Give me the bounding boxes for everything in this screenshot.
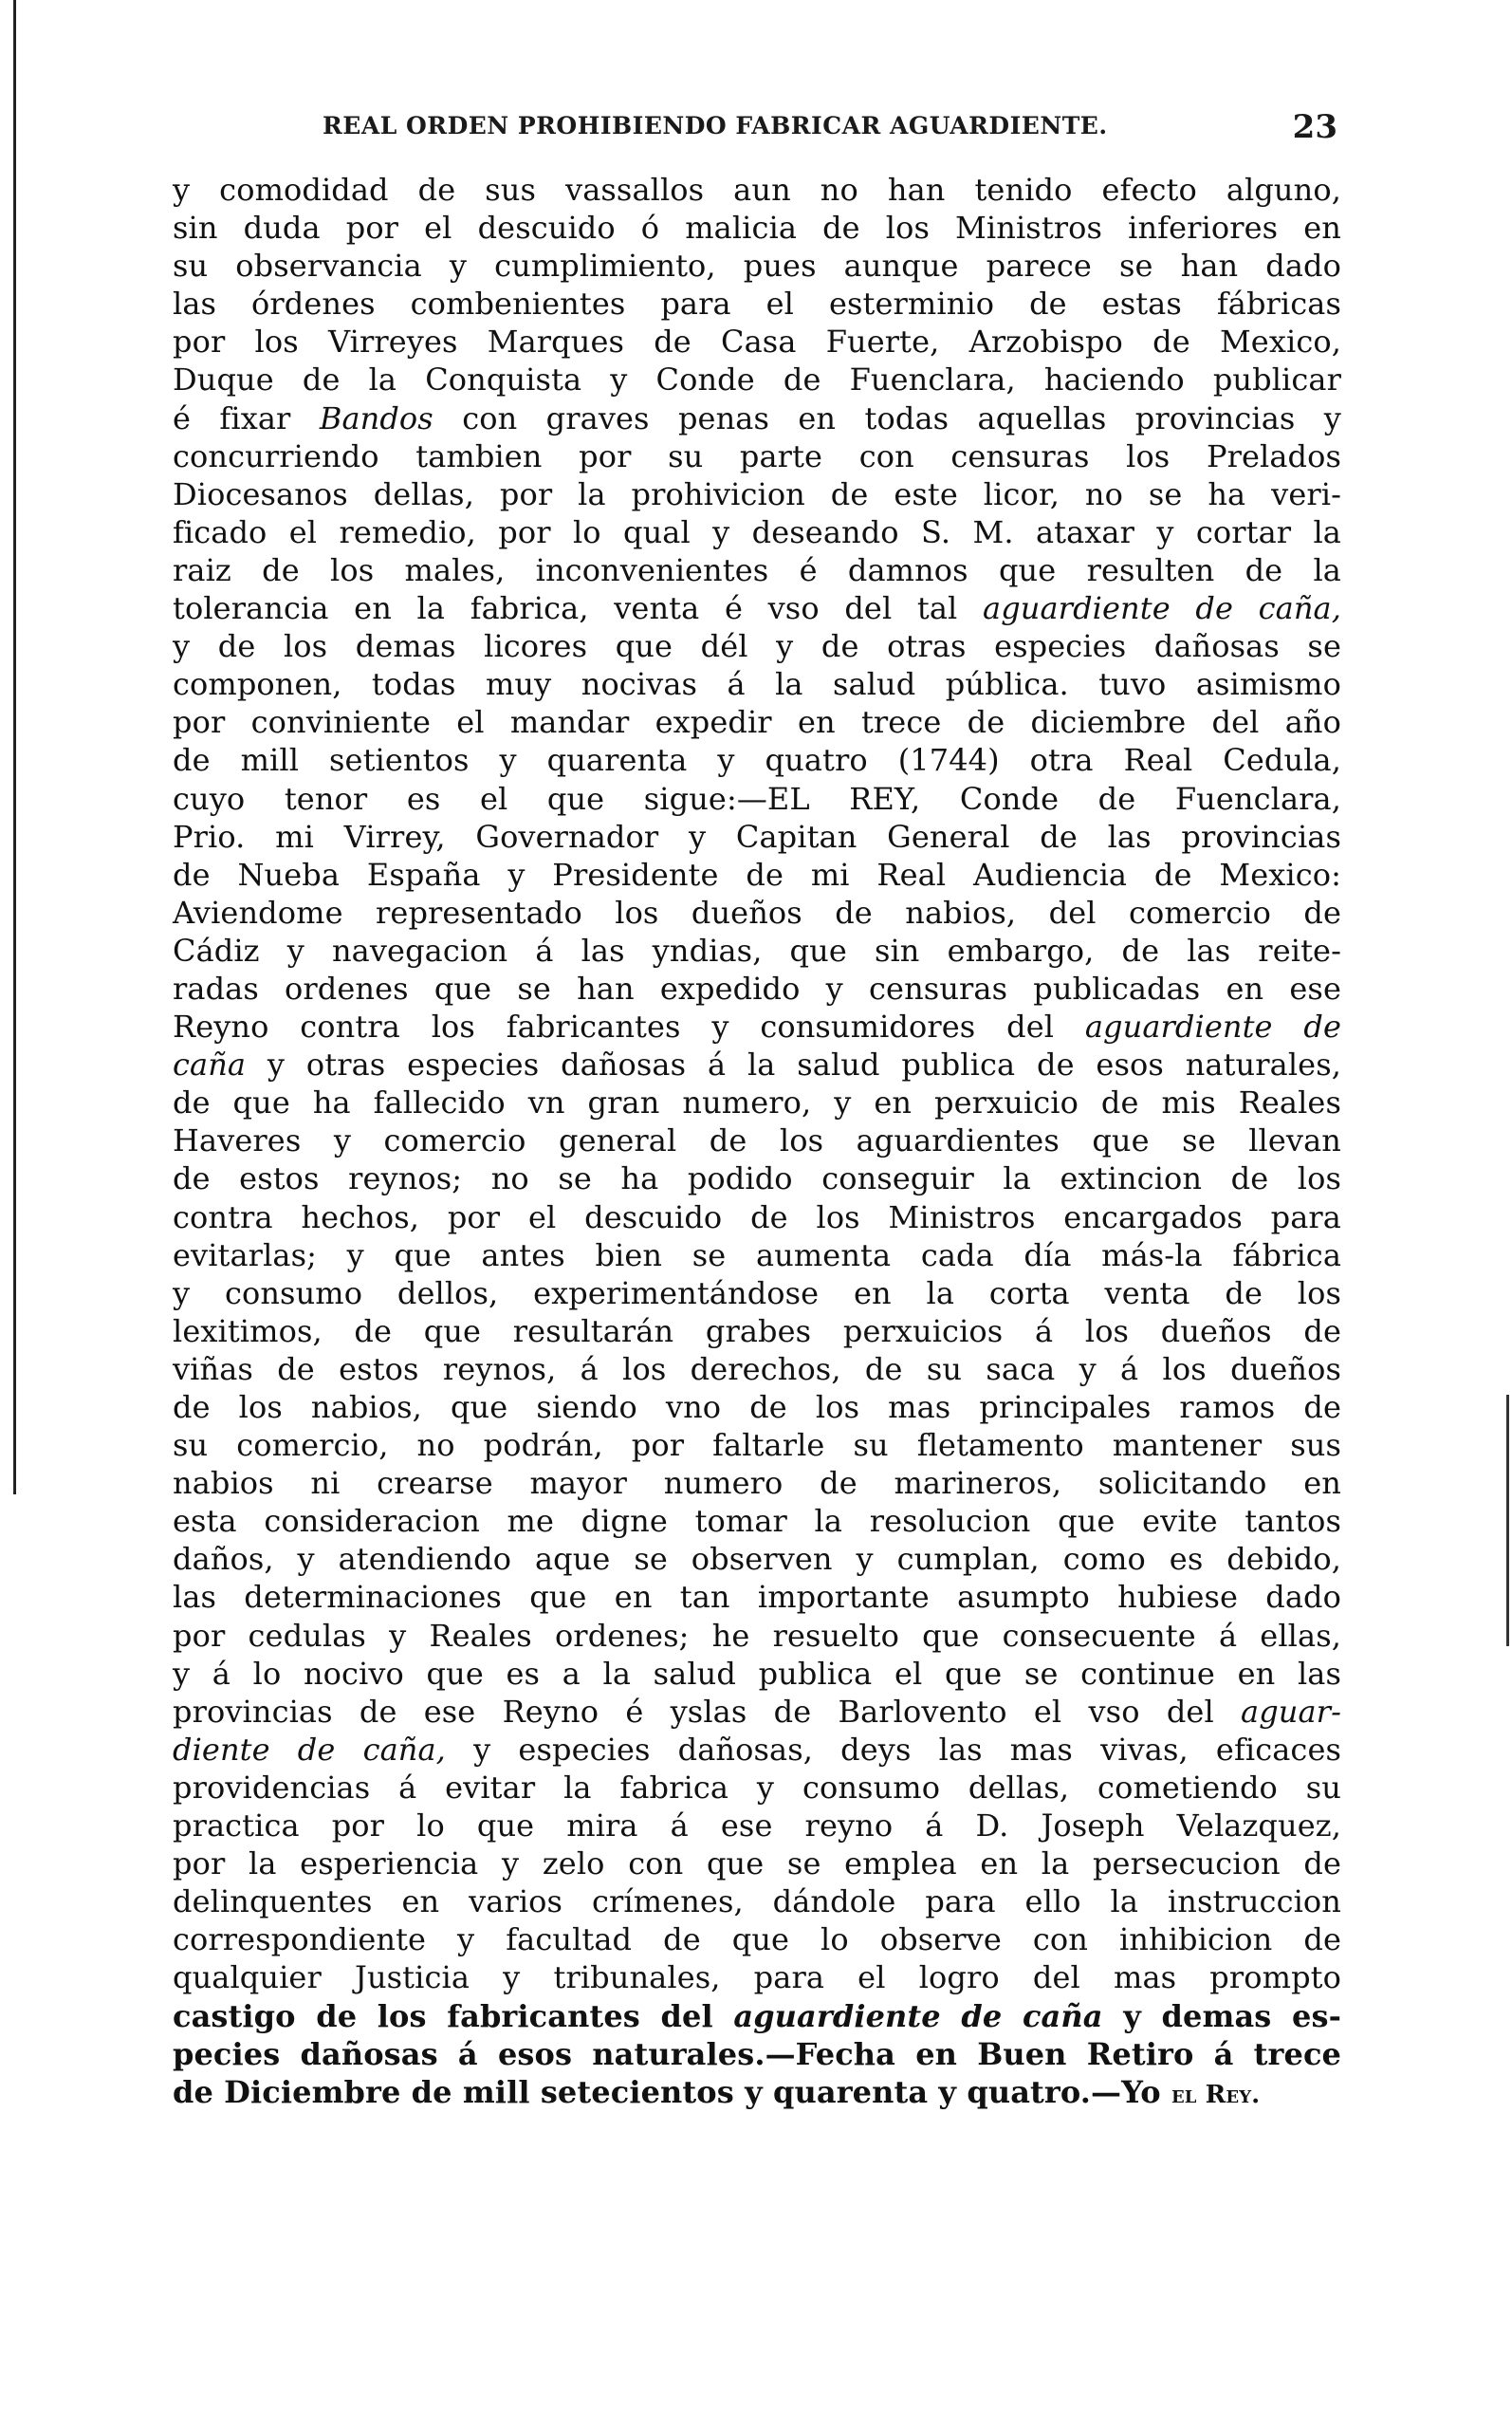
text-line: Cádiz y navegacion á las yndias, que sin embargo, de las reite-	[173, 932, 1341, 969]
italic-term: Bandos	[319, 399, 433, 436]
italic-term: aguardiente de	[1084, 1009, 1341, 1046]
text-line: de estos reynos; no se ha podido conseguir la extincion de los	[173, 1160, 1341, 1197]
running-header	[323, 108, 1337, 150]
text-line: por la esperiencia y zelo con que se emplea en la persecucion de	[173, 1845, 1341, 1882]
page-edge-rule	[13, 0, 16, 1494]
running-title: REAL ORDEN PROHIBIENDO FABRICAR AGUARDIENTE.	[323, 112, 1108, 139]
text-line: raiz de los males, inconvenientes é damnos que resulten de la	[173, 551, 1341, 588]
text-line: Diocesanos dellas, por la prohivicion de este licor, no se ha veri-	[173, 475, 1341, 512]
text-line: de Diciembre de mill setecientos y quarenta y quatro.—Yo el Rey.	[173, 2073, 1261, 2110]
text-line: cuyo tenor es el que sigue:—EL REY, Conde de Fuenclara,	[173, 780, 1341, 817]
text-line: y á lo nocivo que es a la salud publica el que se continue en las	[173, 1655, 1341, 1692]
text-line: de Nueba España y Presidente de mi Real Audiencia de Mexico:	[173, 856, 1341, 893]
text-line: nabios ni crearse mayor numero de marineros, solicitando en	[173, 1465, 1341, 1502]
text-line: sin duda por el descuido ó malicia de los Ministros inferiores en	[173, 210, 1341, 247]
text-line: de los nabios, que siendo vno de los mas principales ramos de	[173, 1389, 1341, 1425]
text-line: lexitimos, de que resultarán grabes perxuicios á los dueños de	[173, 1312, 1341, 1349]
text-line: radas ordenes que se han expedido y censuras publicadas en ese	[173, 970, 1341, 1007]
text-line: Reyno contra los fabricantes y consumidores del aguardiente de	[173, 1009, 1341, 1046]
text-line: de mill setientos y quarenta y quatro (1744) otra Real Cedula,	[173, 742, 1341, 779]
text-line: contra hechos, por el descuido de los Ministros encargados para	[173, 1198, 1341, 1235]
text-line: pecies dañosas á esos naturales.—Fecha en Buen Retiro á trece	[173, 2035, 1341, 2072]
text-line: evitarlas; y que antes bien se aumenta cada día más-la fábrica	[173, 1236, 1341, 1273]
text-line: las determinaciones que en tan importante asumpto hubiese dado	[173, 1579, 1341, 1616]
italic-term: caña	[173, 1047, 247, 1084]
text-line: Duque de la Conquista y Conde de Fuenclara, haciendo publicar	[173, 361, 1341, 398]
text-line: é fixar Bandos con graves penas en todas aquellas provincias y	[173, 399, 1341, 436]
italic-term: aguar-	[1241, 1693, 1341, 1730]
text-line: castigo de los fabricantes del aguardiente de caña y demas es-	[173, 1997, 1341, 2034]
text-line: Prio. mi Virrey, Governador y Capitan General de las provincias	[173, 818, 1341, 855]
italic-term: diente de caña,	[173, 1731, 446, 1768]
text-line: las órdenes combenientes para el esterminio de estas fábricas	[173, 286, 1341, 323]
text-line: delinquentes en varios crímenes, dándole para ello la instruccion	[173, 1883, 1341, 1920]
text-line: de que ha fallecido vn gran numero, y en perxuicio de mis Reales	[173, 1084, 1341, 1121]
text-line: viñas de estos reynos, á los derechos, de su saca y á los dueños	[173, 1350, 1341, 1387]
text-line: Haveres y comercio general de los aguardientes que se llevan	[173, 1122, 1341, 1159]
text-line: ficado el remedio, por lo qual y deseando S. M. ataxar y cortar la	[173, 513, 1341, 550]
italic-term: aguardiente de caña,	[983, 590, 1341, 627]
text-line: y comodidad de sus vassallos aun no han tenido efecto alguno,	[173, 172, 1341, 208]
text-line: providencias á evitar la fabrica y consumo dellas, cometiendo su	[173, 1769, 1341, 1806]
text-line: correspondiente y facultad de que lo observe con inhibicion de	[173, 1921, 1341, 1958]
page-number: 23	[1292, 108, 1337, 146]
text-line: esta consideracion me digne tomar la resolucion que evite tantos	[173, 1503, 1341, 1540]
text-line: caña y otras especies dañosas á la salud publica de esos naturales,	[173, 1047, 1341, 1084]
text-line: por cedulas y Reales ordenes; he resuelto que consecuente á ellas,	[173, 1617, 1341, 1654]
page-edge-mark	[1506, 1395, 1509, 1646]
text-line: componen, todas muy nocivas á la salud pública. tuvo asimismo	[173, 666, 1341, 703]
text-line: tolerancia en la fabrica, venta é vso del tal aguardiente de caña,	[173, 590, 1341, 627]
text-line: por los Virreyes Marques de Casa Fuerte, Arzobispo de Mexico,	[173, 324, 1341, 361]
text-line: concurriendo tambien por su parte con censuras los Prelados	[173, 437, 1341, 474]
text-line: y de los demas licores que dél y de otras especies dañosas se	[173, 628, 1341, 665]
text-line: y consumo dellos, experimentándose en la corta venta de los	[173, 1274, 1341, 1311]
body-text	[173, 171, 1341, 2111]
text-line: practica por lo que mira á ese reyno á D. Joseph Velazquez,	[173, 1807, 1341, 1844]
text-line: por conviniente el mandar expedir en trece de diciembre del año	[173, 704, 1341, 741]
text-line: Aviendome representado los dueños de nabios, del comercio de	[173, 894, 1341, 931]
signature-small-caps: el Rey.	[1171, 2080, 1261, 2109]
text-line: su observancia y cumplimiento, pues aunque parece se han dado	[173, 248, 1341, 285]
text-line: diente de caña, y especies dañosas, deys las mas vivas, eficaces	[173, 1731, 1342, 1768]
italic-term: aguardiente de caña	[733, 1997, 1103, 2034]
text-line: provincias de ese Reyno é yslas de Barlovento el vso del aguar-	[173, 1693, 1341, 1730]
text-line: su comercio, no podrán, por faltarle su fletamento mantener sus	[173, 1427, 1341, 1464]
text-line: qualquier Justicia y tribunales, para el logro del mas prompto	[173, 1959, 1341, 1996]
text-line: daños, y atendiendo aque se observen y cumplan, como es debido,	[173, 1541, 1341, 1578]
